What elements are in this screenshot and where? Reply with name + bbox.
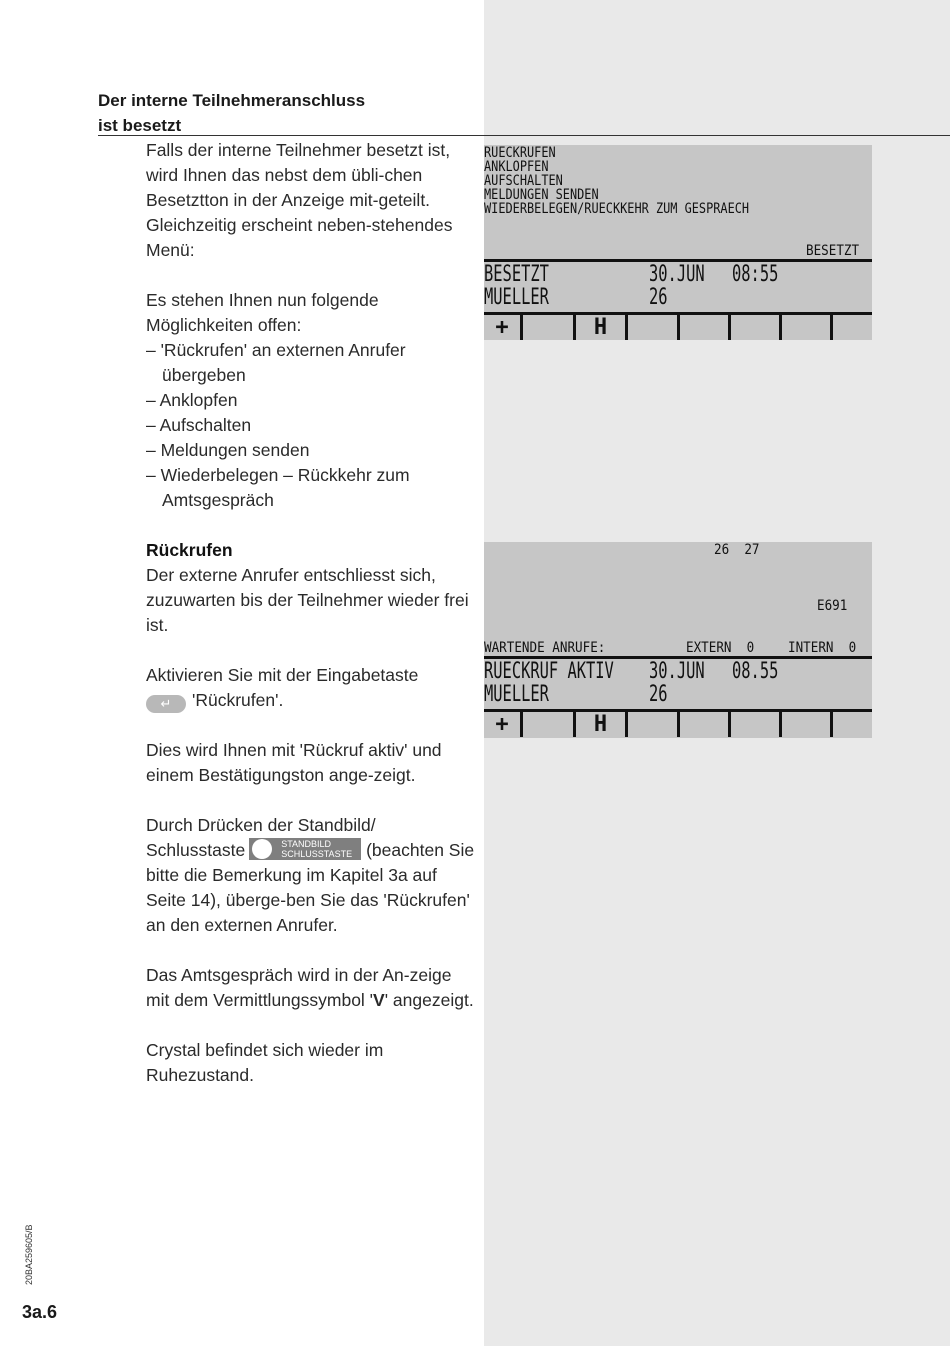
display-busy <box>484 145 872 340</box>
display-row1-time: 08:55 <box>732 262 779 287</box>
enter-key-icon: ↵ <box>146 695 186 713</box>
heading-line-1: Der interne Teilnehmeranschluss <box>98 91 366 110</box>
rueckrufen-paragraph-2 <box>146 663 476 713</box>
display-row2-name: MUELLER <box>484 285 549 310</box>
display-menu: RUECKRUFEN ANKLOPFEN AUFSCHALTEN MELDUNGEN SENDEN WIEDERBELEGEN/RUECKKEHR ZUM GESPRAECH <box>484 145 750 217</box>
list-item: – Anklopfen <box>146 390 238 410</box>
rueckrufen-paragraph-5: Das Amtsgespräch wird in der An-zeige mit dem Vermittlungssymbol 'V' angezeigt. <box>146 965 474 1010</box>
display-status: BESETZT <box>806 243 860 259</box>
list-item: – Aufschalten <box>146 415 252 435</box>
softkey-hold[interactable]: H <box>576 315 628 340</box>
display-row1-date: 30.JUN <box>649 659 705 684</box>
display-row1-time: 08.55 <box>732 659 779 684</box>
softkey-bar <box>484 712 872 737</box>
subheading-rueckrufen: Rückrufen <box>146 540 233 560</box>
options-list <box>146 338 476 513</box>
softkey-plus[interactable]: + <box>484 712 523 737</box>
softkey-empty[interactable] <box>628 315 680 340</box>
softkey-empty[interactable] <box>782 712 833 737</box>
intro-paragraph-2: Es stehen Ihnen nun folgende Möglichkeiten offen: <box>146 290 379 335</box>
intro-paragraph-1: Falls der interne Teilnehmer besetzt ist, wird Ihnen das nebst dem übli-chen Besetztton in der Anzeige mit-geteilt. Gleichzeitig erscheint neben-stehendes Menü: <box>146 140 453 260</box>
rueckrufen-paragraph-1: Der externe Anrufer entschliesst sich, zuzuwarten bis der Teilnehmer wieder frei ist. <box>146 565 469 635</box>
list-item: – Wiederbelegen – Rückkehr zum Amtsgespräch <box>146 465 410 510</box>
standbild-circle-icon <box>252 839 272 859</box>
v-symbol-icon: V <box>373 990 385 1010</box>
p2-text-before: Aktivieren Sie mit der Eingabetaste <box>146 665 419 685</box>
display-callback <box>484 542 872 738</box>
p4-text-before: Durch Drücken der Standbild/ Schlusstaste <box>146 815 376 860</box>
document-code: 20BA259605/B <box>24 1224 34 1285</box>
p2-text-after: 'Rückrufen'. <box>192 690 284 710</box>
display-row1-date: 30.JUN <box>649 262 705 287</box>
display-waiting-label: WARTENDE ANRUFE: <box>484 640 606 656</box>
rueckrufen-paragraph-3: Dies wird Ihnen mit 'Rückruf aktiv' und einem Bestätigungston ange-zeigt. <box>146 740 442 785</box>
display-code: E691 <box>817 598 848 614</box>
standbild-key-label: STANDBILD SCHLUSSTASTE <box>281 839 353 859</box>
display-extern-count: EXTERN 0 <box>686 640 755 656</box>
softkey-empty[interactable] <box>680 712 731 737</box>
softkey-empty[interactable] <box>731 315 782 340</box>
softkey-plus[interactable]: + <box>484 315 523 340</box>
list-item: – Meldungen senden <box>146 440 310 460</box>
display-row2-name: MUELLER <box>484 682 549 707</box>
display-row1-label: RUECKRUF AKTIV <box>484 659 614 684</box>
softkey-bar <box>484 315 872 340</box>
heading-line-2: ist besetzt <box>98 116 182 135</box>
heading-rule <box>98 135 950 136</box>
rueckrufen-paragraph-4 <box>146 813 476 938</box>
list-item: – 'Rückrufen' an externen Anrufer übergeben <box>146 340 406 385</box>
display-intern-count: INTERN 0 <box>788 640 857 656</box>
softkey-empty[interactable] <box>680 315 731 340</box>
display-top-numbers: 26 27 <box>714 542 760 558</box>
softkey-empty[interactable] <box>731 712 782 737</box>
softkey-hold[interactable]: H <box>576 712 628 737</box>
softkey-empty[interactable] <box>782 315 833 340</box>
display-row1-label: BESETZT <box>484 262 549 287</box>
softkey-empty[interactable] <box>628 712 680 737</box>
page-number: 3a.6 <box>22 1302 58 1322</box>
p4-text-after: (beachten Sie bitte die Bemerkung im Kapitel 3a auf Seite 14), überge-ben Sie das 'Rückrufen' an den externen Anrufer. <box>146 840 475 935</box>
body-text <box>146 138 476 1113</box>
rueckrufen-paragraph-6: Crystal befindet sich wieder im Ruhezustand. <box>146 1040 384 1085</box>
softkey-empty[interactable] <box>523 315 576 340</box>
standbild-key-icon <box>249 838 361 860</box>
display-row2-number: 26 <box>649 285 668 310</box>
softkey-empty[interactable] <box>523 712 576 737</box>
display-row2-number: 26 <box>649 682 668 707</box>
section-heading <box>98 88 365 138</box>
